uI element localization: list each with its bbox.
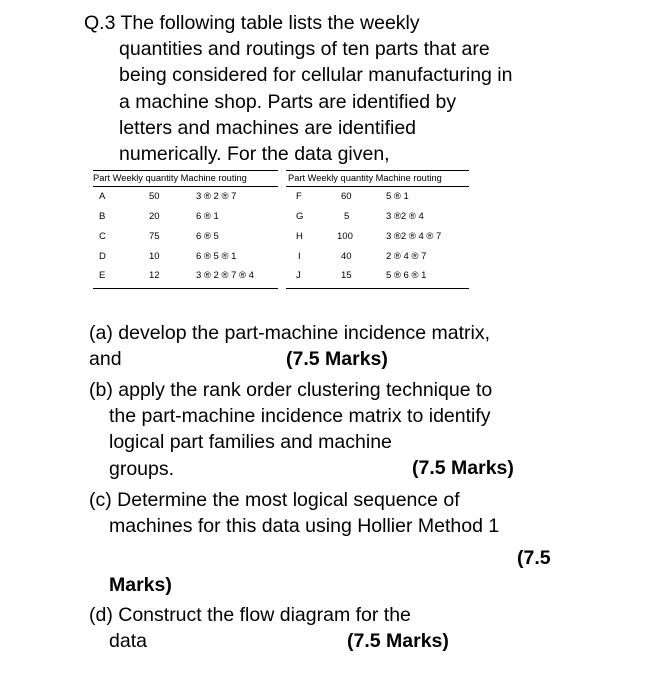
table-header: Part Weekly quantity Machine routing	[288, 173, 442, 183]
part-a	[89, 320, 609, 372]
question-line: Q.3 The following table lists the weekly	[84, 12, 420, 34]
qty-cell: 15	[341, 270, 352, 281]
routing-cell: 6 ® 5	[196, 231, 219, 242]
part-b-line: logical part families and machine	[109, 431, 392, 454]
part-cell: J	[296, 270, 301, 281]
qty-cell: 12	[149, 270, 160, 281]
qty-cell: 100	[337, 231, 353, 242]
part-d-line: (d) Construct the flow diagram for the	[89, 604, 411, 626]
table-row	[93, 231, 278, 245]
routing-cell: 6 ® 5 ® 1	[196, 251, 237, 262]
table-row	[93, 211, 278, 225]
routing-cell: 3 ® 2 ® 7 ® 4	[196, 270, 254, 281]
routing-cell: 3 ® 2 ® 7	[196, 191, 237, 202]
part-cell: G	[296, 211, 304, 222]
part-b-line: (b) apply the rank order clustering technique to	[89, 379, 493, 401]
part-cell: E	[99, 270, 106, 281]
question-line: a machine shop. Parts are identified by	[119, 90, 457, 113]
table-header: Part Weekly quantity Machine routing	[93, 173, 247, 183]
qty-cell: 75	[149, 231, 160, 242]
part-b-line: groups.	[109, 457, 175, 480]
table-rule	[93, 288, 278, 289]
part-d-marks: (7.5 Marks)	[347, 630, 449, 652]
part-cell: I	[298, 251, 301, 262]
qty-cell: 10	[149, 251, 160, 262]
part-a-marks: (7.5 Marks)	[286, 348, 388, 370]
part-d	[89, 602, 609, 654]
routing-cell: 5 ® 1	[386, 191, 409, 202]
table-row	[93, 251, 278, 265]
table-row	[286, 191, 469, 205]
routing-cell: 5 ® 6 ® 1	[386, 270, 427, 281]
part-c	[89, 487, 609, 596]
part-c-line: (c) Determine the most logical sequence of	[89, 489, 460, 511]
part-cell: D	[99, 251, 106, 262]
table-rule	[286, 288, 469, 289]
table-row	[93, 191, 278, 205]
table-row	[286, 211, 469, 225]
part-a-line: and	[89, 348, 122, 371]
part-b-marks: (7.5 Marks)	[412, 457, 514, 479]
question-text	[84, 10, 604, 167]
part-b	[89, 377, 609, 482]
part-d-line: data	[109, 630, 147, 653]
table-row	[286, 231, 469, 245]
qty-cell: 20	[149, 211, 160, 222]
part-c-marks: (7.5	[517, 547, 551, 569]
qty-cell: 60	[341, 191, 352, 202]
table-row	[286, 251, 469, 265]
part-a-line: (a) develop the part-machine incidence matrix,	[89, 322, 491, 344]
part-cell: H	[296, 231, 303, 242]
routing-cell: 2 ® 4 ® 7	[386, 251, 427, 262]
qty-cell: 50	[149, 191, 160, 202]
routing-cell: 3 ®2 ® 4	[386, 211, 424, 222]
question-line: quantities and routings of ten parts that are	[119, 38, 490, 61]
part-cell: C	[99, 231, 106, 242]
routing-cell: 3 ®2 ® 4 ® 7	[386, 231, 442, 242]
part-c-line: machines for this data using Hollier Method 1	[109, 515, 500, 538]
part-cell: B	[99, 211, 106, 222]
part-c-marks: Marks)	[109, 574, 172, 596]
table-row	[286, 270, 469, 284]
part-cell: F	[296, 191, 302, 202]
qty-cell: 5	[344, 211, 350, 222]
table-rule	[286, 170, 469, 171]
table-row	[93, 270, 278, 284]
qty-cell: 40	[341, 251, 352, 262]
part-b-line: the part-machine incidence matrix to identify	[109, 405, 491, 428]
question-line: numerically. For the data given,	[119, 143, 390, 166]
table-rule	[286, 186, 469, 187]
table-rule	[93, 186, 278, 187]
question-line: being considered for cellular manufacturing in	[119, 64, 513, 87]
routing-cell: 6 ® 1	[196, 211, 219, 222]
part-cell: A	[99, 191, 106, 202]
table-rule	[93, 170, 278, 171]
question-line: letters and machines are identified	[119, 116, 417, 139]
